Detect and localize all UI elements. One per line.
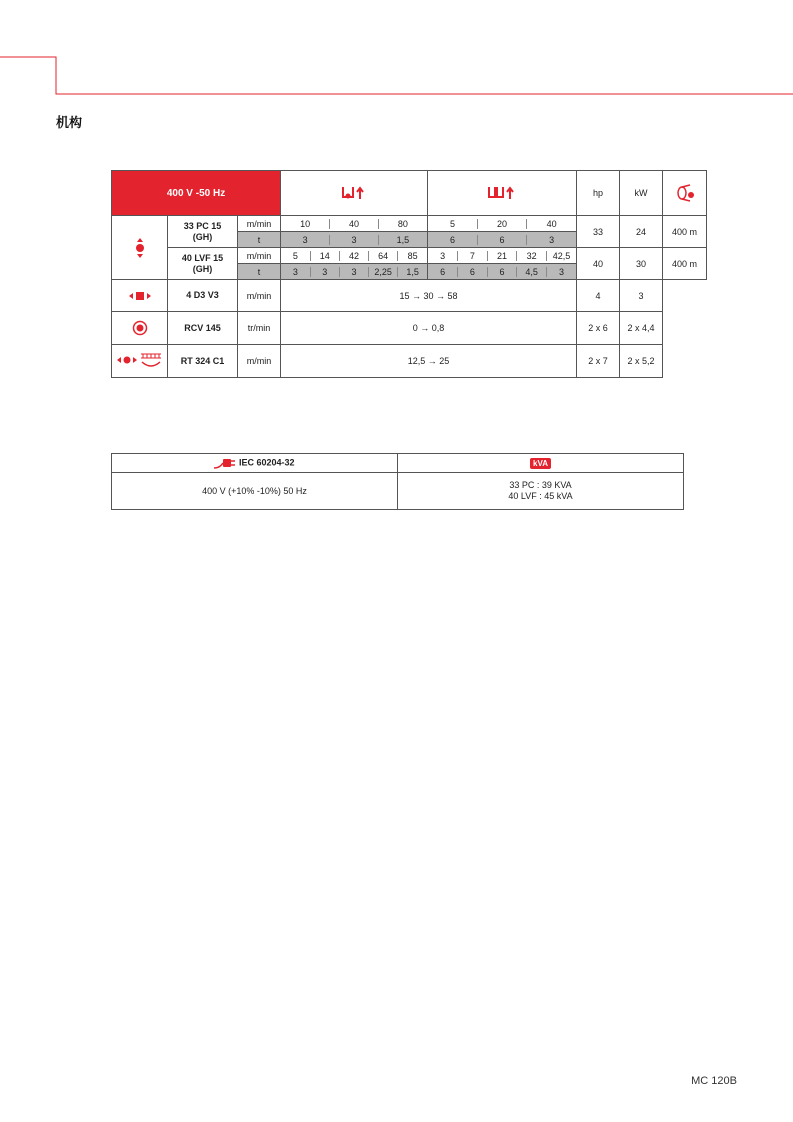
kva-values (398, 473, 684, 510)
hp-header: hp (577, 171, 620, 216)
hoist-model-2 (168, 248, 238, 280)
load-value: 6 (428, 267, 458, 277)
slewing-model: RCV 145 (168, 312, 238, 345)
load-value: 3 (310, 267, 339, 277)
double-fall-icon (487, 185, 517, 201)
speed-value: 14 (310, 251, 339, 261)
kva-badge: kVA (530, 458, 551, 469)
speed-value: 3 (428, 251, 458, 261)
section-title: 机构 (56, 115, 83, 130)
slewing-speed: 0 → 0,8 (281, 312, 577, 345)
document-code: MC 120B (691, 1075, 737, 1087)
load-value: 3 (281, 267, 310, 277)
hoist-1-hp: 33 (577, 216, 620, 248)
hoist-1-loads-a (281, 232, 428, 248)
trolley-model: 4 D3 V3 (168, 280, 238, 312)
speed-value: 5 (281, 251, 310, 261)
page-header-frame (0, 0, 793, 100)
empty-cell (663, 345, 707, 378)
speed-value: 7 (458, 251, 488, 261)
load-value: 3 (281, 235, 330, 245)
speed-value: 10 (281, 219, 330, 229)
speed-value: 64 (369, 251, 398, 261)
double-fall-hoist-header (428, 171, 577, 216)
hoist-model-1 (168, 216, 238, 248)
travel-hp: 2 x 7 (577, 345, 620, 378)
load-value: 2,25 (369, 267, 398, 277)
load-value: 1,5 (398, 267, 427, 277)
load-value: 1,5 (378, 235, 427, 245)
single-fall-hoist-header (281, 171, 428, 216)
speed-value: 42 (339, 251, 368, 261)
travel-icon (117, 352, 163, 370)
hoist-2-speed-unit: m/min (238, 248, 281, 264)
trolley-hp: 4 (577, 280, 620, 312)
hoist-1-speeds-a (281, 216, 428, 232)
travel-unit: m/min (238, 345, 281, 378)
trolley-icon (129, 291, 151, 301)
hoist-1-kw: 24 (620, 216, 663, 248)
speed-value: 85 (407, 250, 418, 261)
travel-speed: 12,5 → 25 (281, 345, 577, 378)
slewing-unit: tr/min (238, 312, 281, 345)
load-value: 3 (546, 267, 576, 277)
hoist-model-2-line2: (GH) (192, 263, 213, 274)
standard-label: IEC 60204-32 (238, 457, 295, 468)
load-value: 6 (487, 267, 517, 277)
load-value: 3 (527, 235, 576, 245)
hoist-mechanism-cell (112, 216, 168, 280)
load-value: 3 (339, 267, 368, 277)
speed-value: 5 (428, 219, 477, 229)
hoist-1-speeds-b (428, 216, 577, 232)
load-value: 3 (330, 235, 379, 245)
speed-value: 32 (517, 251, 547, 261)
power-supply-table (111, 453, 684, 510)
kw-header: kW (620, 171, 663, 216)
voltage-header: 400 V -50 Hz (112, 171, 281, 216)
cable-drum-icon (675, 184, 695, 202)
hoist-2-speeds-a (281, 248, 428, 264)
hoist-2-loads-a (281, 264, 428, 280)
hoist-2-load-unit: t (238, 264, 281, 280)
hoist-1-load-unit: t (238, 232, 281, 248)
load-value: 6 (458, 267, 488, 277)
standard-header (112, 454, 398, 473)
hoist-1-loads-b (428, 232, 577, 248)
kva-line: 40 LVF : 45 kVA (508, 491, 573, 501)
travel-mechanism-cell (112, 345, 168, 378)
trolley-speed: 15 → 30 → 58 (281, 280, 577, 312)
mechanism-spec-table (111, 170, 707, 378)
hoist-model-1-line1: 33 PC 15 (183, 220, 222, 231)
kva-header (398, 454, 684, 473)
empty-cell (663, 280, 707, 312)
slewing-hp: 2 x 6 (577, 312, 620, 345)
load-value: 6 (477, 235, 526, 245)
slewing-icon (132, 320, 148, 336)
slewing-mechanism-cell (112, 312, 168, 345)
hoist-2-speeds-b (428, 248, 577, 264)
trolley-unit: m/min (238, 280, 281, 312)
travel-model: RT 324 C1 (168, 345, 238, 378)
hoist-2-cable: 400 m (663, 248, 707, 280)
supply-voltage: 400 V (+10% -10%) 50 Hz (112, 473, 398, 510)
kva-line: 33 PC : 39 KVA (509, 480, 572, 490)
load-value: 4,5 (517, 267, 547, 277)
trolley-mechanism-cell (112, 280, 168, 312)
plug-icon (214, 457, 236, 469)
hoist-model-1-line2: (GH) (192, 231, 213, 242)
speed-value: 80 (397, 218, 408, 229)
speed-value: 20 (477, 219, 526, 229)
travel-kw: 2 x 5,2 (620, 345, 663, 378)
hoist-icon (135, 238, 145, 258)
hoist-2-hp: 40 (577, 248, 620, 280)
cable-header (663, 171, 707, 216)
speed-value: 42,5 (552, 250, 571, 261)
single-fall-icon (340, 185, 368, 201)
slewing-kw: 2 x 4,4 (620, 312, 663, 345)
hoist-1-cable: 400 m (663, 216, 707, 248)
empty-cell (663, 312, 707, 345)
hoist-model-2-line1: 40 LVF 15 (181, 252, 224, 263)
speed-value: 40 (546, 218, 557, 229)
trolley-kw: 3 (620, 280, 663, 312)
speed-value: 21 (487, 251, 517, 261)
hoist-2-kw: 30 (620, 248, 663, 280)
hoist-2-loads-b (428, 264, 577, 280)
hoist-1-speed-unit: m/min (238, 216, 281, 232)
load-value: 6 (428, 235, 477, 245)
speed-value: 40 (330, 219, 379, 229)
